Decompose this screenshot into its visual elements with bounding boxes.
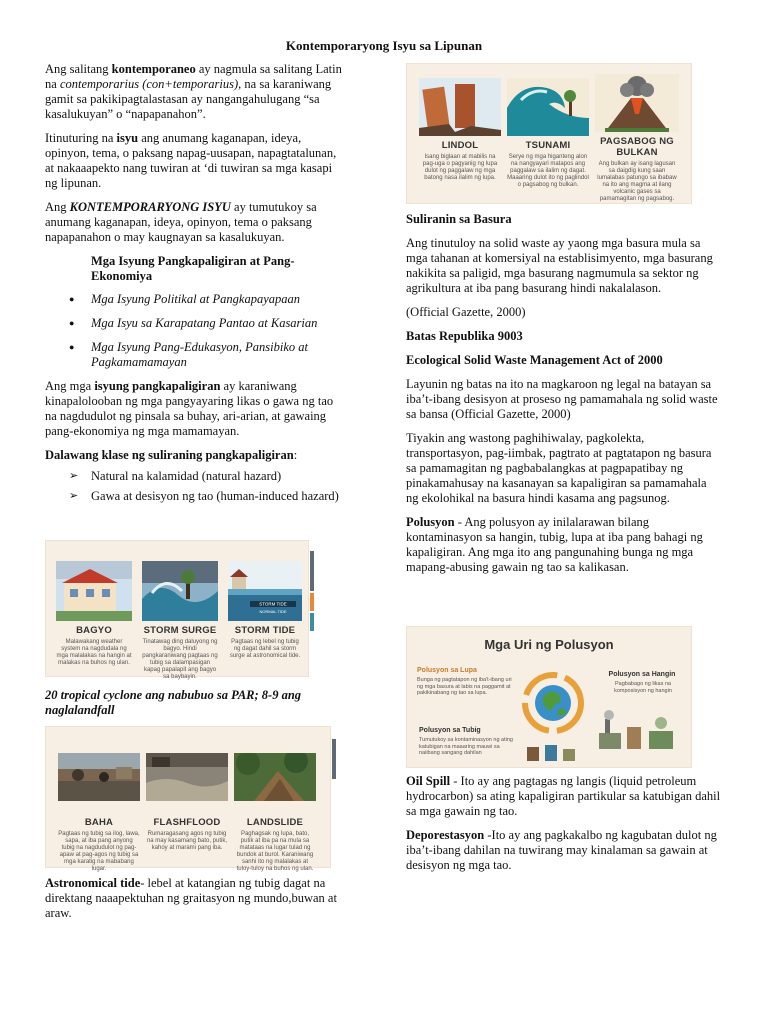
hazard-type-list: [45, 469, 345, 504]
earth-icon: [521, 671, 585, 735]
volcano-image: [595, 74, 679, 132]
paragraph-tiyakin: Tiyakin ang wastong paghihiwalay, pagkolekta, transportasyon, pag-iimbak, pagtrato at pagtatapon ng basura sa pamamagitan ng pagbabalangkas at pagpapatibay ng pinakamahusay na kasanayan sa kapaligiran sa pamamahala ng ekolohikal na basura hindi kasama ang pagsunog.: [406, 431, 712, 505]
paragraph-isyu: Itinuturing na isyu ang anumang kaganapan, ideya, opinyon, tema, o paksang napag-uusapan, napagtatalunan, at nakaaapekto nang tuwiran at ‘di tuwiran sa mga kasapi ng lipunan.: [45, 131, 337, 190]
paragraph-layunin: Layunin ng batas na ito na magkaroon ng legal na batayan sa iba’t-ibang desisyon at proseso ng pamamahala ng solid waste sa bansa (Official Gazette, 2000): [406, 377, 718, 421]
landslide-image: [234, 753, 316, 813]
hazard-infographic-baha: [45, 726, 331, 872]
waste-icon: [523, 739, 579, 763]
list-item: ● Mga Isyu sa Karapatang Pantao at Kasarian: [45, 316, 345, 331]
tile-label: STORM TIDE: [234, 625, 296, 636]
baha-image: [58, 753, 140, 813]
pollution-tubig-label: Polusyon sa Tubig: [419, 727, 481, 734]
paragraph-deporestasyon: Deporestasyon -Ito ay ang pagkakalbo ng kagubatan dulot ng iba’t-ibang dahilan na tuwirang may kinalaman sa gawain at desisyon ng mga tao.: [406, 828, 717, 872]
tile-description: Pagtaas ng tubig sa ilog, lawa, sapa, at iba pang anyong tubig na nagdudulot ng pag-apaw at pag-agos ng tubig sa mga karatig na mababang lugar.: [58, 831, 140, 872]
list-item: ➢ Gawa at desisyon ng tao (human-induced hazard): [45, 489, 345, 504]
pollution-title: Mga Uri ng Polusyon: [484, 637, 614, 652]
paragraph-solid-waste: Ang tinutuloy na solid waste ay yaong mga basura mula sa mga tahanan at komersiyal na establisimyento, mga basurang nakikita sa paligid, mga basurang nagmumula sa sektor ng agrikultura at iba pang basurang hindi nakalalason.: [406, 236, 713, 295]
list-item: ● Mga Isyung Politikal at Pangkapayapaan: [45, 292, 345, 307]
cyclone-note: [45, 688, 345, 727]
tile-description: Rumaragasang agos ng tubig na may kasamang bato, putik, kahoy at marami pang iba.: [146, 831, 228, 851]
pollution-hangin-label: Polusyon sa Hangin: [608, 671, 676, 678]
pollution-infographic: [406, 626, 692, 768]
right-column: [406, 212, 721, 584]
tile-label: STORM SURGE: [143, 625, 217, 636]
source-citation: (Official Gazette, 2000): [406, 305, 526, 319]
lindol-image: [419, 78, 501, 136]
pollution-lupa-label: Polusyon sa Lupa: [417, 667, 477, 674]
pollution-tubig-desc: Tumutukoy sa kontaminasyon ng ating katubigan na maaaring mauwi sa naiibang sangang dahilan: [419, 737, 513, 756]
tide-chart-label: NORMAL TIDE: [259, 609, 287, 614]
paragraph-isyung-pangkapaligiran: Ang mga isyung pangkapaligiran ay karaniwang kinapalolooban ng mga pangyayaring likas o gawa ng tao na nagdudulot ng pinsala sa buhay, ari-arian, at gawaing pang-ekonomiya ng mga mamamayan.: [45, 379, 334, 438]
paragraph-astronomical-tide: Astronomical tide- lebel at katangian ng tubig dagat na direktang naaapektuhan ng graitasyon ng mundo,buwan at araw.: [45, 876, 337, 920]
tile-description: Pagtaas ng lebel ng tubig ng dagat dahil sa storm surge at astronomical tide.: [229, 639, 301, 659]
tile-label: FLASHFLOOD: [153, 817, 221, 828]
tile-description: Tinatawag ding daluyong ng bagyo. Hindi pangkaraniwang pagtaas ng tubig sa dalampasigan kapag papalapit ang bagyo sa baybayin.: [142, 639, 218, 680]
tile-description: Paghagsak ng lupa, bato, putik at iba pa na mula sa matataas na lugar tulad ng bundok at burol. Karaniwang sanhi ito ng malalakas at tuloy-tuloy na buhos ng ulan.: [236, 831, 314, 872]
tile-label: BAHA: [84, 817, 114, 828]
paragraph-kontemporaryong-isyu: Ang KONTEMPORARYONG ISYU ay tumutukoy sa anumang kaganapan, ideya, opinyon, tema o paksang napapanahon o may kaugnayan sa kasalukuyan.: [45, 200, 317, 244]
left-column: [45, 62, 345, 512]
flashflood-image: [146, 753, 228, 813]
pollution-hangin-desc: Pagbabago ng likas na komposisyon ng hangin: [614, 681, 672, 694]
pollution-lupa-desc: Bunga ng pagtatapon ng iba't-ibang uri ng mga basura at labis na paggamit at pakikinabang ng tao sa lupa.: [417, 677, 512, 696]
hazard-infographic-lindol: [406, 63, 692, 204]
tide-chart-label: STORM TIDE: [259, 601, 287, 607]
tile-label: PAGSABOG NG BULKAN: [600, 136, 674, 158]
factory-icon: [597, 707, 677, 757]
tile-label: LINDOL: [441, 140, 479, 151]
tile-description: Serye ng mga higanteng alon na nangyayari matapos ang paggalaw sa ilalim ng dagat. Maaaring dulot ito ng paglindol o pagsabog ng bulkan.: [507, 154, 589, 188]
page-title: Kontemporaryong Isyu sa Lipunan: [285, 38, 483, 53]
heading-batas: Batas Republika 9003: [406, 329, 523, 343]
tile-label: BAGYO: [76, 625, 112, 636]
subheading-pangkapaligiran: Mga Isyung Pangkapaligiran at Pang-Ekonomiya: [91, 254, 295, 283]
heading-act: Ecological Solid Waste Management Act of 2000: [406, 353, 663, 367]
cyclone-note-text: 20 tropical cyclone ang nabubuo sa PAR; 8-9 ang naglalandfall: [45, 688, 302, 717]
storm-tide-image: [228, 561, 302, 621]
heading-basura: Suliranin sa Basura: [406, 212, 512, 226]
list-item: ➢ Natural na kalamidad (natural hazard): [45, 469, 345, 484]
tile-description: Ang bulkan ay isang lagusan sa daigdig kung saan lumalabas patungo sa ibabaw na ito ang magma at ilang volcanic gases sa pamamagitan ng pagsabog.: [597, 161, 677, 202]
tile-label: TSUNAMI: [525, 140, 571, 151]
list-item: ● Mga Isyung Pang-Edukasyon, Pansibiko at Pagkamamamayan: [45, 340, 345, 370]
paragraph-polusyon: Polusyon - Ang polusyon ay inilalarawan bilang kontaminasyon sa hangin, tubig, lupa at iba pang bahagi ng kapaligiran. Ang mga ito ang pangunahing bunga ng mga mapang-abusing gawain ng tao sa kalikasan.: [406, 515, 703, 574]
paragraph-dalawang-klase: Dalawang klase ng suliraning pangkapaligiran:: [45, 448, 298, 462]
paragraph-kontemporaneo: Ang salitang kontemporaneo ay nagmula sa salitang Latin na contemporarius (con+temporarius), na sa karaniwang gamit sa pakikipagtalastasan ay nangangahulugang “sa kasalukuyan” o “napapanahon”.: [45, 62, 342, 121]
tile-description: Malawakang weather system na nagdudala ng mga malalakas na hangin at malakas na buhos ng ulan.: [56, 639, 132, 666]
tsunami-image: [507, 78, 589, 136]
tile-label: LANDSLIDE: [246, 817, 304, 828]
paragraph-oil-spill: Oil Spill - Ito ay ang pagtagas ng langis (liquid petroleum hydrocarbon) sa ating kapaligiran partikular sa katubigan dahil sa mga gawain ng tao.: [406, 774, 721, 818]
right-column-bottom: [406, 774, 721, 882]
hazard-infographic-bagyo: [45, 540, 309, 680]
storm-surge-image: [142, 561, 218, 621]
bagyo-image: [56, 561, 132, 621]
issue-list: [45, 292, 345, 370]
astronomical-tide-block: [45, 876, 357, 930]
tile-description: Isang biglaan at mabilis na pag-uga o pagyanig ng lupa dulot ng paggalaw ng mga batong nasa ilalim ng lupa.: [422, 154, 498, 181]
